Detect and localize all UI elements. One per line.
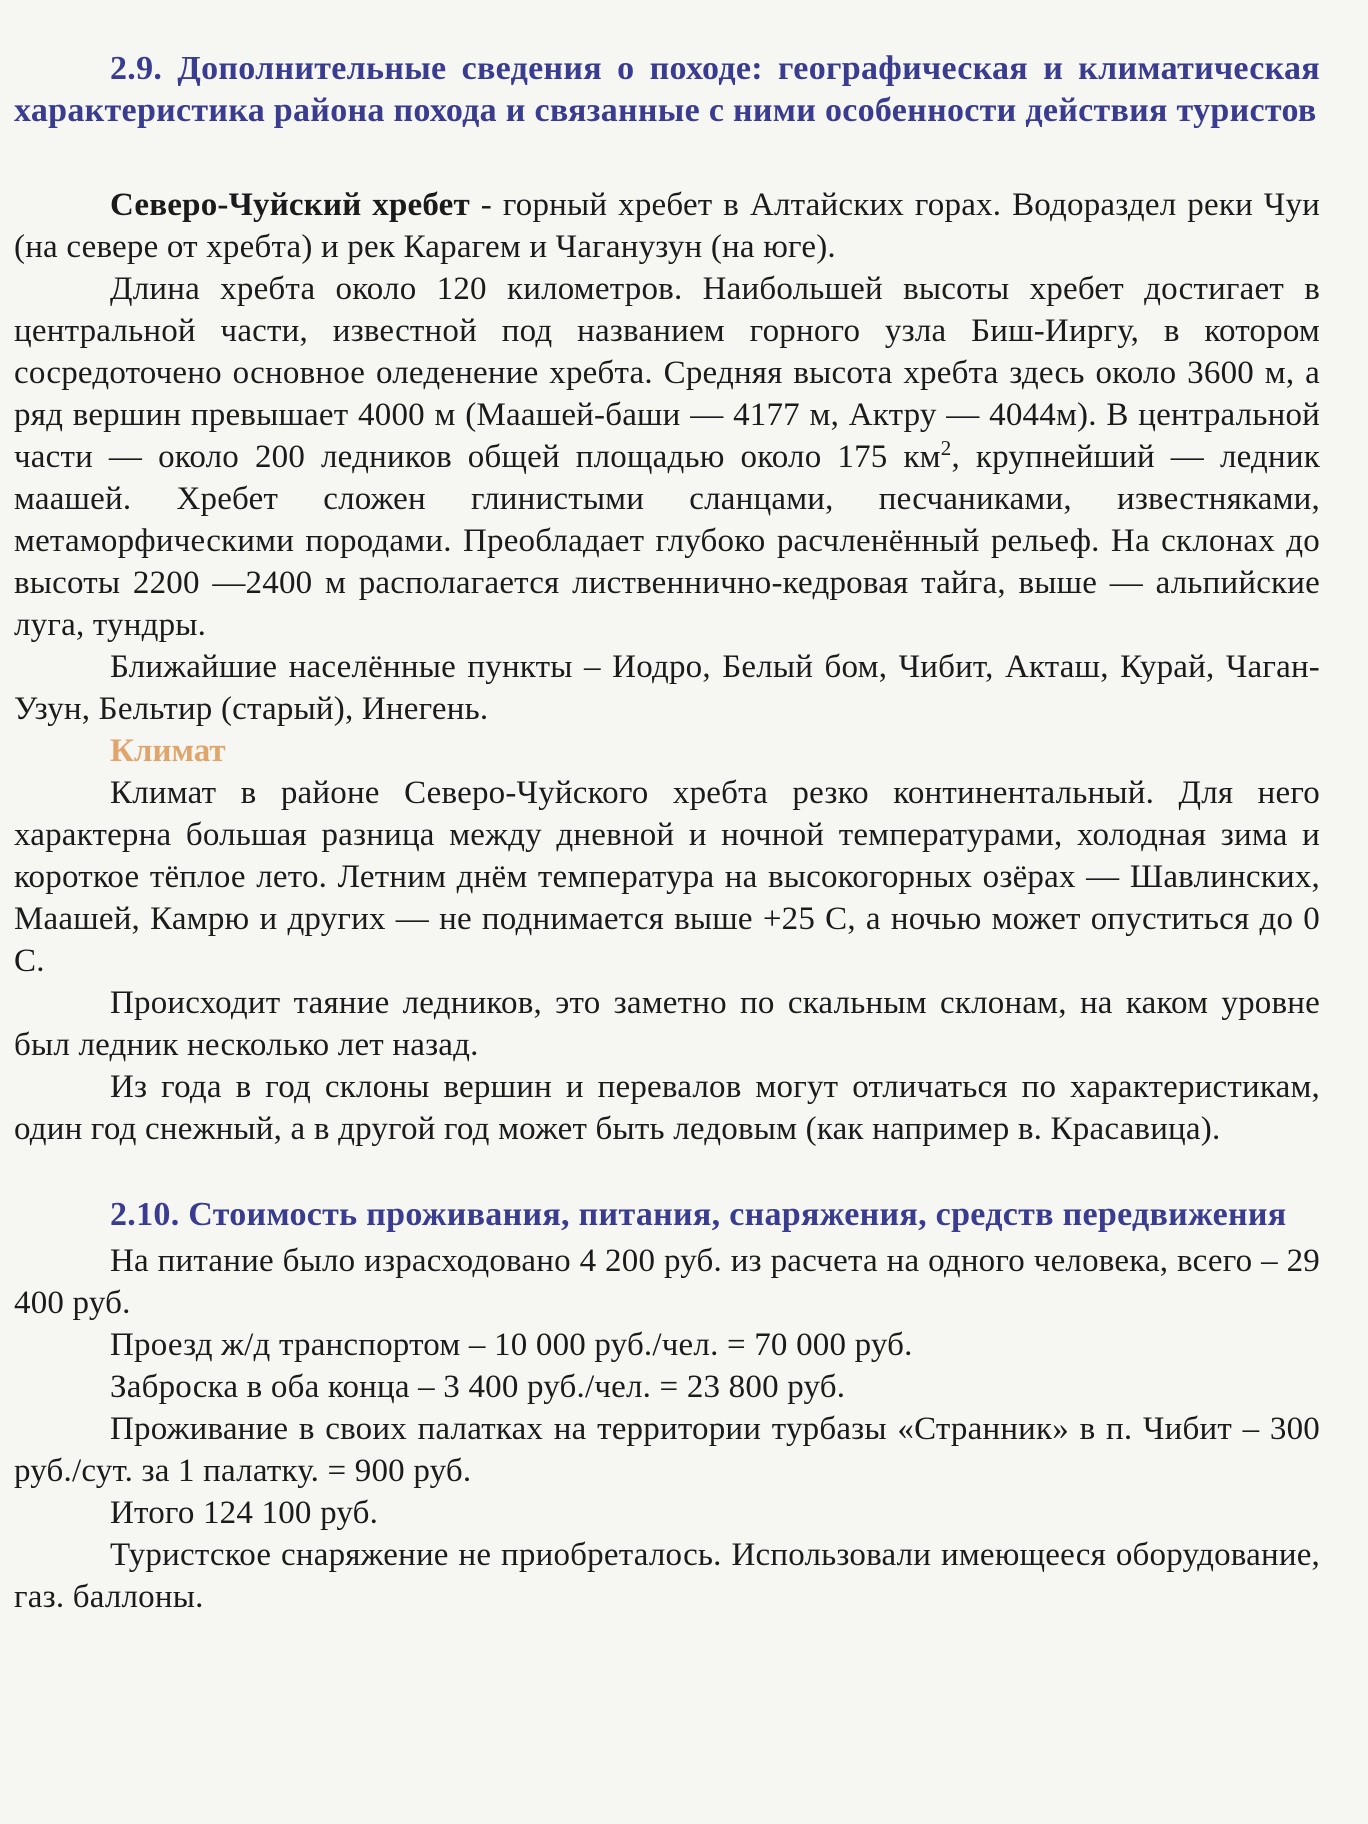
paragraph-ridge-description (14, 268, 1320, 646)
paragraph-climate-3: Из года в год склоны вершин и перевалов могут отличаться по характеристикам, один год снежный, а в другой год может быть ледовым (как например в. Красавица). (14, 1069, 1320, 1147)
paragraph-equipment: Туристское снаряжение не приобреталось. Использовали имеющееся оборудование, газ. баллоны. (14, 1537, 1320, 1615)
ridge-description-a: Длина хребта около 120 километров. Наибольшей высоты хребет достигает в центральной части, известной под названием горного узла Биш-Ииргу, в котором сосредоточено основное оледенение хребта. Средняя высота хребта здесь около 3600 м, а ряд вершин превышает 4000 м (Маашей-баши — 4177 м, Актру — 4044м). В центральной части — около 200 ледников общей площадью около 175 км (14, 271, 1320, 475)
section-2-9-heading: 2.9. Дополнительные сведения о походе: географическая и климатическая характеристика района похода и связанные с ними особенности действия туристов (14, 50, 1320, 129)
paragraph-climate-2: Происходит таяние ледников, это заметно по скальным склонам, на каком уровне был ледник несколько лет назад. (14, 985, 1320, 1063)
ridge-intro-text: - горный хребет в Алтайских горах. Водораздел реки Чуи (на севере от хребта) и рек Карагем и Чаганузун (на юге). (14, 187, 1321, 265)
paragraph-food-cost: На питание было израсходовано 4 200 руб. из расчета на одного человека, всего – 29 400 руб. (14, 1243, 1320, 1321)
ridge-name: Северо-Чуйский хребет (110, 187, 470, 223)
ridge-description-b: , крупнейший — ледник маашей. Хребет сложен глинистыми сланцами, песчаниками, известняками, метаморфическими породами. Преобладает глубоко расчленённый рельеф. На склонах до высоты 2200 —2400 м располагается лиственнично-кедровая тайга, выше — альпийские луга, тундры. (14, 439, 1320, 643)
paragraph-settlements: Ближайшие населённые пункты – Иодро, Белый бом, Чибит, Акташ, Курай, Чаган-Узун, Бельтир (старый), Инегень. (14, 649, 1320, 727)
paragraph-transfer-cost: Заброска в оба конца – 3 400 руб./чел. = 23 800 руб. (110, 1369, 846, 1405)
climate-heading: Климат (110, 733, 226, 769)
paragraph-climate-1: Климат в районе Северо-Чуйского хребта резко континентальный. Для него характерна большая разница между дневной и ночной температурами, холодная зима и короткое тёплое лето. Летним днём температура на высокогорных озёрах — Шавлинских, Маашей, Камрю и других — не поднимается выше +25 С, а ночью может опуститься до 0 С. (14, 775, 1320, 979)
paragraph-total-cost: Итого 124 100 руб. (110, 1495, 379, 1531)
paragraph-rail-cost: Проезд ж/д транспортом – 10 000 руб./чел. = 70 000 руб. (110, 1327, 913, 1363)
paragraph-lodging-cost: Проживание в своих палатках на территории турбазы «Странник» в п. Чибит – 300 руб./сут. за 1 палатку. = 900 руб. (14, 1411, 1320, 1489)
square-superscript: 2 (940, 436, 952, 460)
section-2-10-heading: 2.10. Стоимость проживания, питания, снаряжения, средств передвижения (110, 1196, 1287, 1233)
paragraph-ridge-intro (14, 184, 1320, 268)
